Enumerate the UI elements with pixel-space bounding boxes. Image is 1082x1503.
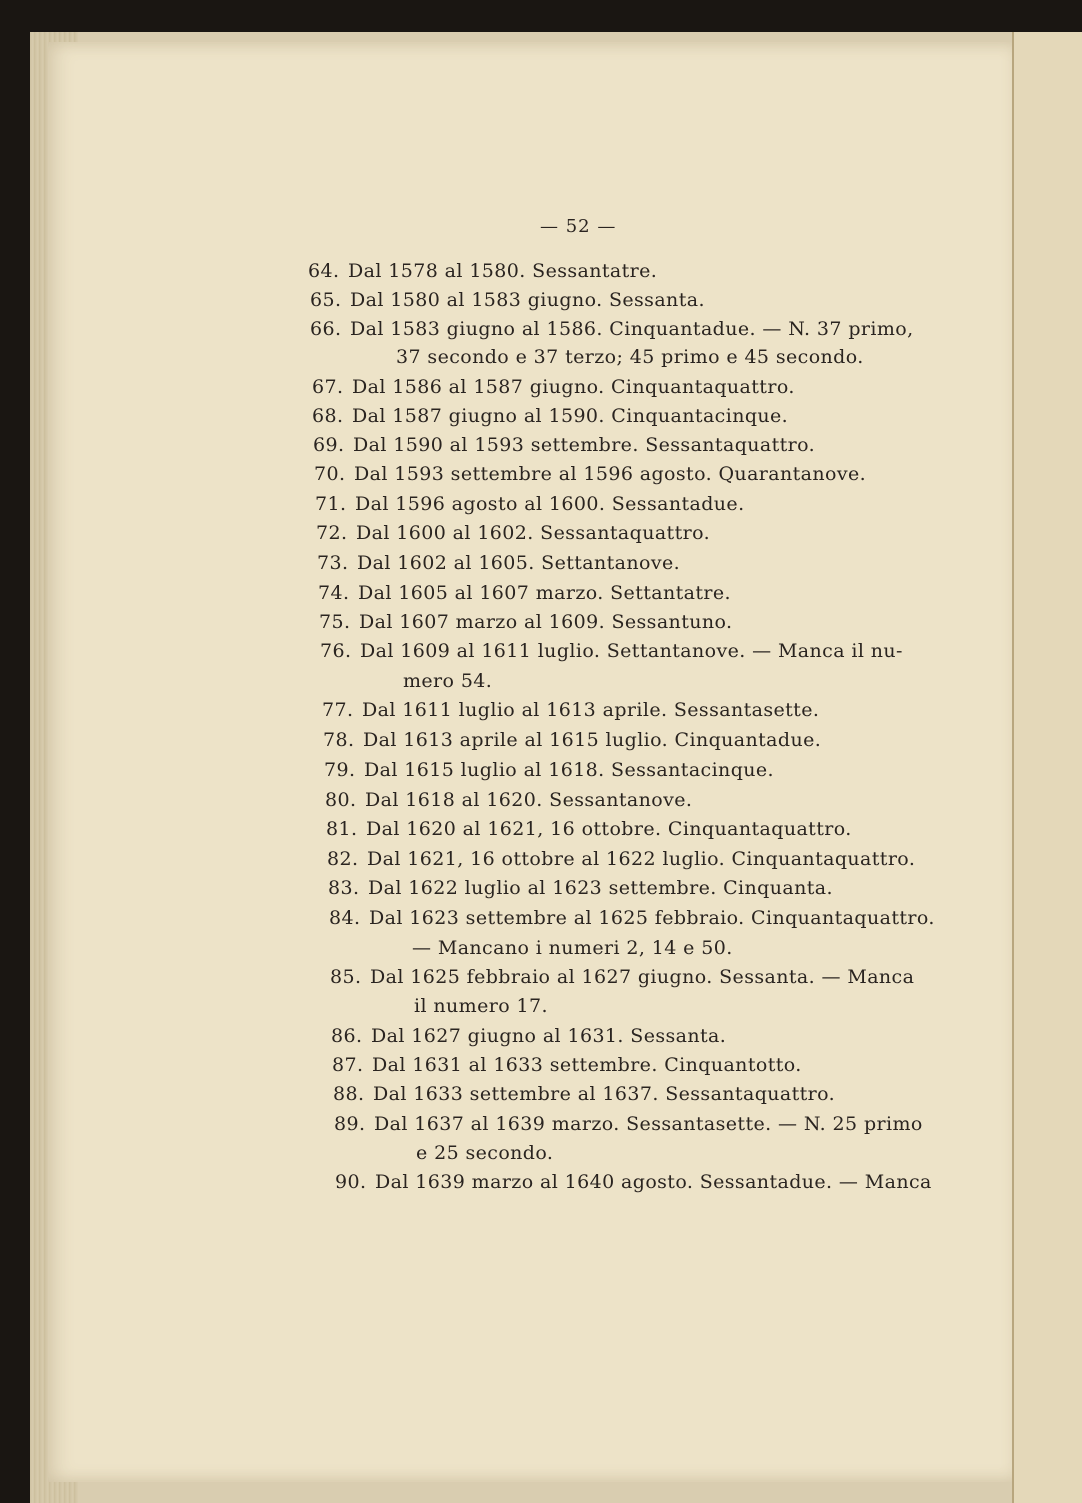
entry-text: Dal 1611 luglio al 1613 aprile. Sessantasette. <box>362 699 820 721</box>
list-item <box>310 289 705 311</box>
entry-number: 74. <box>318 582 350 604</box>
entry-number: 77. <box>322 699 354 721</box>
entry-text: Dal 1593 settembre al 1596 agosto. Quarantanove. <box>354 463 867 485</box>
list-item <box>328 877 833 899</box>
entry-text: Dal 1621, 16 ottobre al 1622 luglio. Cinquantaquattro. <box>367 848 916 870</box>
entry-number: 86. <box>331 1025 363 1047</box>
entry-continuation: — Mancano i numeri 2, 14 e 50. <box>412 937 733 959</box>
list-item <box>313 434 815 456</box>
entry-number: 69. <box>313 434 345 456</box>
entry-number: 90. <box>335 1171 367 1193</box>
page-number: — 52 — <box>540 216 617 237</box>
list-item <box>318 582 731 604</box>
list-item <box>332 1054 802 1076</box>
entry-continuation: 37 secondo e 37 terzo; 45 primo e 45 secondo. <box>396 346 864 368</box>
entry-number: 81. <box>326 818 358 840</box>
entry-text: Dal 1618 al 1620. Sessantanove. <box>365 789 693 811</box>
list-item <box>327 848 915 870</box>
entry-number: 84. <box>329 907 361 929</box>
list-item <box>317 552 680 574</box>
entry-continuation: e 25 secondo. <box>416 1142 554 1164</box>
entry-number: 88. <box>333 1083 365 1105</box>
list-item <box>330 966 914 988</box>
list-item <box>325 789 692 811</box>
entry-text: Dal 1607 marzo al 1609. Sessantuno. <box>359 611 733 633</box>
list-item <box>308 260 657 282</box>
entry-number: 78. <box>323 729 355 751</box>
entry-number: 87. <box>332 1054 364 1076</box>
entry-number: 82. <box>327 848 359 870</box>
entry-number: 65. <box>310 289 342 311</box>
list-item <box>314 463 866 485</box>
entry-text: Dal 1633 settembre al 1637. Sessantaquattro. <box>373 1083 836 1105</box>
list-item <box>324 759 774 781</box>
list-item <box>322 699 819 721</box>
entry-text: Dal 1590 al 1593 settembre. Sessantaquattro. <box>353 434 816 456</box>
entry-text: Dal 1615 luglio al 1618. Sessantacinque. <box>364 759 774 781</box>
list-item <box>312 405 788 427</box>
entry-text: Dal 1620 al 1621, 16 ottobre. Cinquantaquattro. <box>366 818 852 840</box>
list-item <box>335 1171 932 1193</box>
entry-text: Dal 1602 al 1605. Settantanove. <box>357 552 681 574</box>
entry-number: 68. <box>312 405 344 427</box>
entry-text: Dal 1600 al 1602. Sessantaquattro. <box>356 522 711 544</box>
list-item <box>329 907 935 929</box>
entry-text: Dal 1580 al 1583 giugno. Sessanta. <box>350 289 705 311</box>
entry-continuation: mero 54. <box>403 670 493 692</box>
entry-text: Dal 1622 luglio al 1623 settembre. Cinquanta. <box>368 877 833 899</box>
list-item <box>310 318 914 340</box>
list-item <box>331 1025 726 1047</box>
entry-number: 71. <box>315 493 347 515</box>
list-item <box>323 729 821 751</box>
entry-number: 83. <box>328 877 360 899</box>
entry-number: 85. <box>330 966 362 988</box>
entry-number: 70. <box>314 463 346 485</box>
entry-text: Dal 1613 aprile al 1615 luglio. Cinquantadue. <box>363 729 822 751</box>
list-item <box>315 493 745 515</box>
list-item <box>333 1083 835 1105</box>
entry-number: 80. <box>325 789 357 811</box>
entry-number: 89. <box>334 1113 366 1135</box>
entry-text: Dal 1587 giugno al 1590. Cinquantacinque. <box>352 405 789 427</box>
entry-text: Dal 1627 giugno al 1631. Sessanta. <box>371 1025 727 1047</box>
list-item <box>326 818 852 840</box>
list-item <box>320 640 903 662</box>
entry-text: Dal 1625 febbraio al 1627 giugno. Sessanta. — Manca <box>370 966 915 988</box>
entry-text: Dal 1586 al 1587 giugno. Cinquantaquattro. <box>352 376 795 398</box>
entry-text: Dal 1605 al 1607 marzo. Settantatre. <box>358 582 731 604</box>
entry-text: Dal 1631 al 1633 settembre. Cinquantotto. <box>372 1054 802 1076</box>
entry-text: Dal 1596 agosto al 1600. Sessantadue. <box>355 493 745 515</box>
entry-text: Dal 1639 marzo al 1640 agosto. Sessantadue. — Manca <box>375 1171 932 1193</box>
list-item <box>319 611 732 633</box>
list-item <box>334 1113 923 1135</box>
entry-continuation: il numero 17. <box>414 995 548 1017</box>
entry-text: Dal 1578 al 1580. Sessantatre. <box>348 260 658 282</box>
entry-number: 75. <box>319 611 351 633</box>
entry-number: 66. <box>310 318 342 340</box>
entry-number: 79. <box>324 759 356 781</box>
entry-number: 76. <box>320 640 352 662</box>
list-item <box>316 522 710 544</box>
entry-text: Dal 1609 al 1611 luglio. Settantanove. — Manca il nu- <box>360 640 903 662</box>
entry-number: 72. <box>316 522 348 544</box>
entry-text: Dal 1637 al 1639 marzo. Sessantasette. — N. 25 primo <box>374 1113 923 1135</box>
entry-text: Dal 1623 settembre al 1625 febbraio. Cinquantaquattro. <box>369 907 935 929</box>
entry-number: 67. <box>312 376 344 398</box>
list-item <box>312 376 795 398</box>
entry-number: 64. <box>308 260 340 282</box>
entry-number: 73. <box>317 552 349 574</box>
entry-text: Dal 1583 giugno al 1586. Cinquantadue. — N. 37 primo, <box>350 318 914 340</box>
